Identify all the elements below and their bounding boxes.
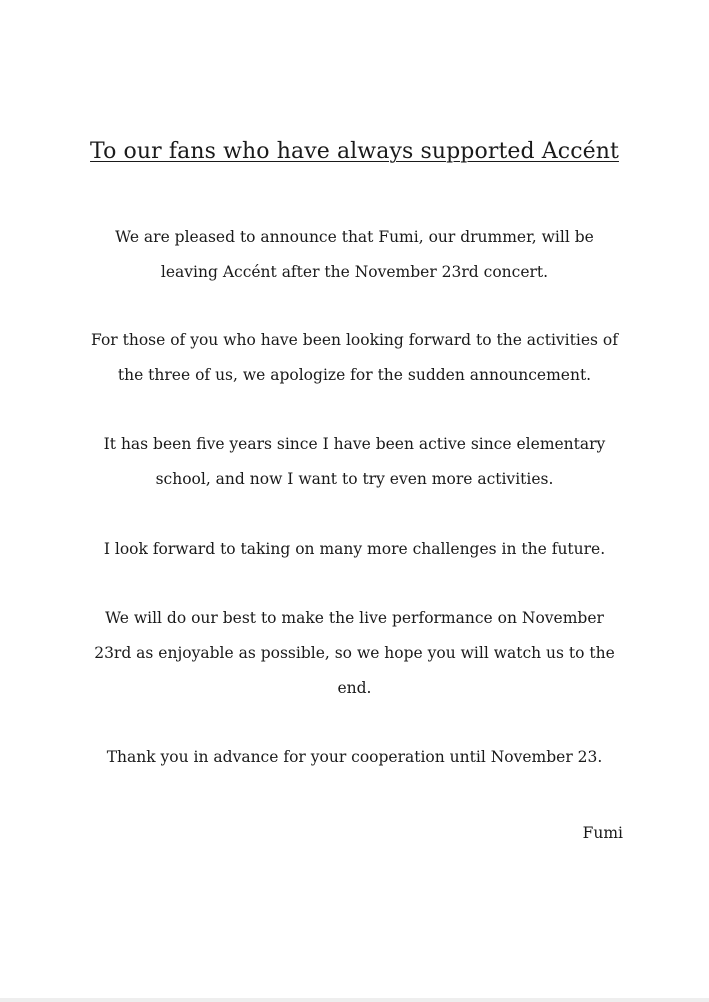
paragraph-line: the three of us, we apologize for the sudden announcement.	[117, 366, 592, 384]
paragraph-thanks	[60, 740, 649, 775]
paragraph-line: It has been five years since I have been active since elementary	[103, 435, 606, 453]
paragraph-line: For those of you who have been looking forward to the activities of	[91, 331, 618, 349]
paragraph-line: We will do our best to make the live performance on November	[105, 609, 604, 627]
signature: Fumi	[582, 824, 623, 842]
paragraph-line: leaving Accént after the November 23rd concert.	[160, 263, 549, 281]
paragraph-apology	[30, 323, 679, 393]
paragraph-line: We are pleased to announce that Fumi, our drummer, will be	[115, 228, 594, 246]
paragraph-line: end.	[337, 679, 372, 697]
paragraph-line: school, and now I want to try even more activities.	[155, 470, 554, 488]
paragraph-line: Thank you in advance for your cooperation until November 23.	[106, 748, 603, 766]
page-bottom-edge	[0, 998, 709, 1002]
paragraph-announcement	[60, 220, 649, 290]
paragraph-line: 23rd as enjoyable as possible, so we hope you will watch us to the	[94, 644, 615, 662]
paragraph-live-performance	[60, 601, 649, 706]
letter-title: To our fans who have always supported Accént	[90, 139, 619, 164]
paragraph-history	[60, 427, 649, 497]
paragraph-future	[60, 532, 649, 567]
paragraph-line: I look forward to taking on many more challenges in the future.	[103, 540, 606, 558]
